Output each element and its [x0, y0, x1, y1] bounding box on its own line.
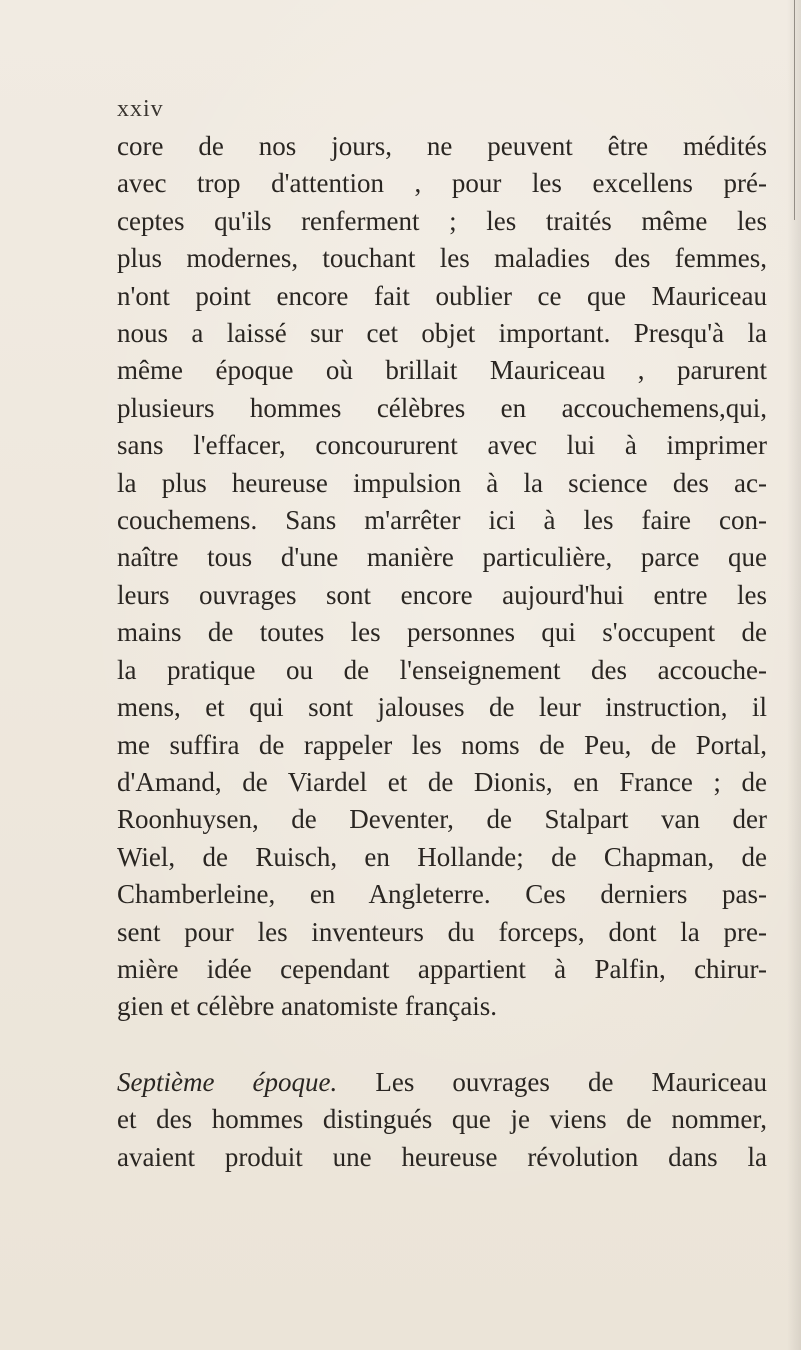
text-line: Wiel, de Ruisch, en Hollande; de Chapman, de [117, 841, 767, 872]
text-line: naître tous d'une manière particulière, parce que [117, 542, 767, 573]
text-line: sent pour les inventeurs du forceps, dont la pre- [117, 916, 767, 947]
text-line: leurs ouvrages sont encore aujourd'hui entre les [117, 579, 767, 610]
text-line: mains de toutes les personnes qui s'occupent de [117, 617, 767, 648]
text-line: avaient produit une heureuse révolution dans la [117, 1141, 767, 1172]
text-line: d'Amand, de Viardel et de Dionis, en France ; de [117, 766, 767, 797]
text-line: Roonhuysen, de Deventer, de Stalpart van der [117, 804, 767, 835]
section-heading: Septième époque. [117, 1066, 338, 1097]
text-line: plus modernes, touchant les maladies des femmes, [117, 243, 767, 274]
paragraph-gap [117, 1026, 767, 1064]
text-line: n'ont point encore fait oublier ce que Mauriceau [117, 280, 767, 311]
section-heading-continuation: Les ouvrages de Mauriceau [337, 1066, 767, 1097]
text-line: me suffira de rappeler les noms de Peu, de Portal, [117, 729, 767, 760]
body-text [117, 128, 767, 1176]
text-line: gien et célèbre anatomiste français. [117, 991, 498, 1022]
text-line: sans l'effacer, concoururent avec lui à imprimer [117, 430, 767, 461]
text-line: Chamberleine, en Angleterre. Ces derniers pas- [117, 879, 767, 910]
text-line: avec trop d'attention , pour les excellens pré- [117, 168, 767, 199]
text-line: même époque où brillait Mauriceau , parurent [117, 355, 767, 386]
text-line: et des hommes distingués que je viens de nommer, [117, 1104, 767, 1135]
text-line: mens, et qui sont jalouses de leur instruction, il [117, 692, 767, 723]
text-line: nous a laissé sur cet objet important. Presqu'à la [117, 318, 767, 349]
text-line: ceptes qu'ils renferment ; les traités même les [117, 205, 767, 236]
text-line: la plus heureuse impulsion à la science des ac- [117, 467, 767, 498]
text-line: core de nos jours, ne peuvent être médités [117, 131, 767, 161]
text-line: plusieurs hommes célèbres en accouchemens,qui, [117, 392, 767, 423]
page-number: xxiv [117, 96, 164, 122]
text-line: couchemens. Sans m'arrêter ici à les faire con- [117, 505, 767, 536]
page-edge-line [794, 0, 795, 220]
text-line: la pratique ou de l'enseignement des accouche- [117, 654, 767, 685]
text-line: mière idée cependant appartient à Palfin, chirur- [117, 953, 767, 984]
text-line [117, 1064, 767, 1101]
